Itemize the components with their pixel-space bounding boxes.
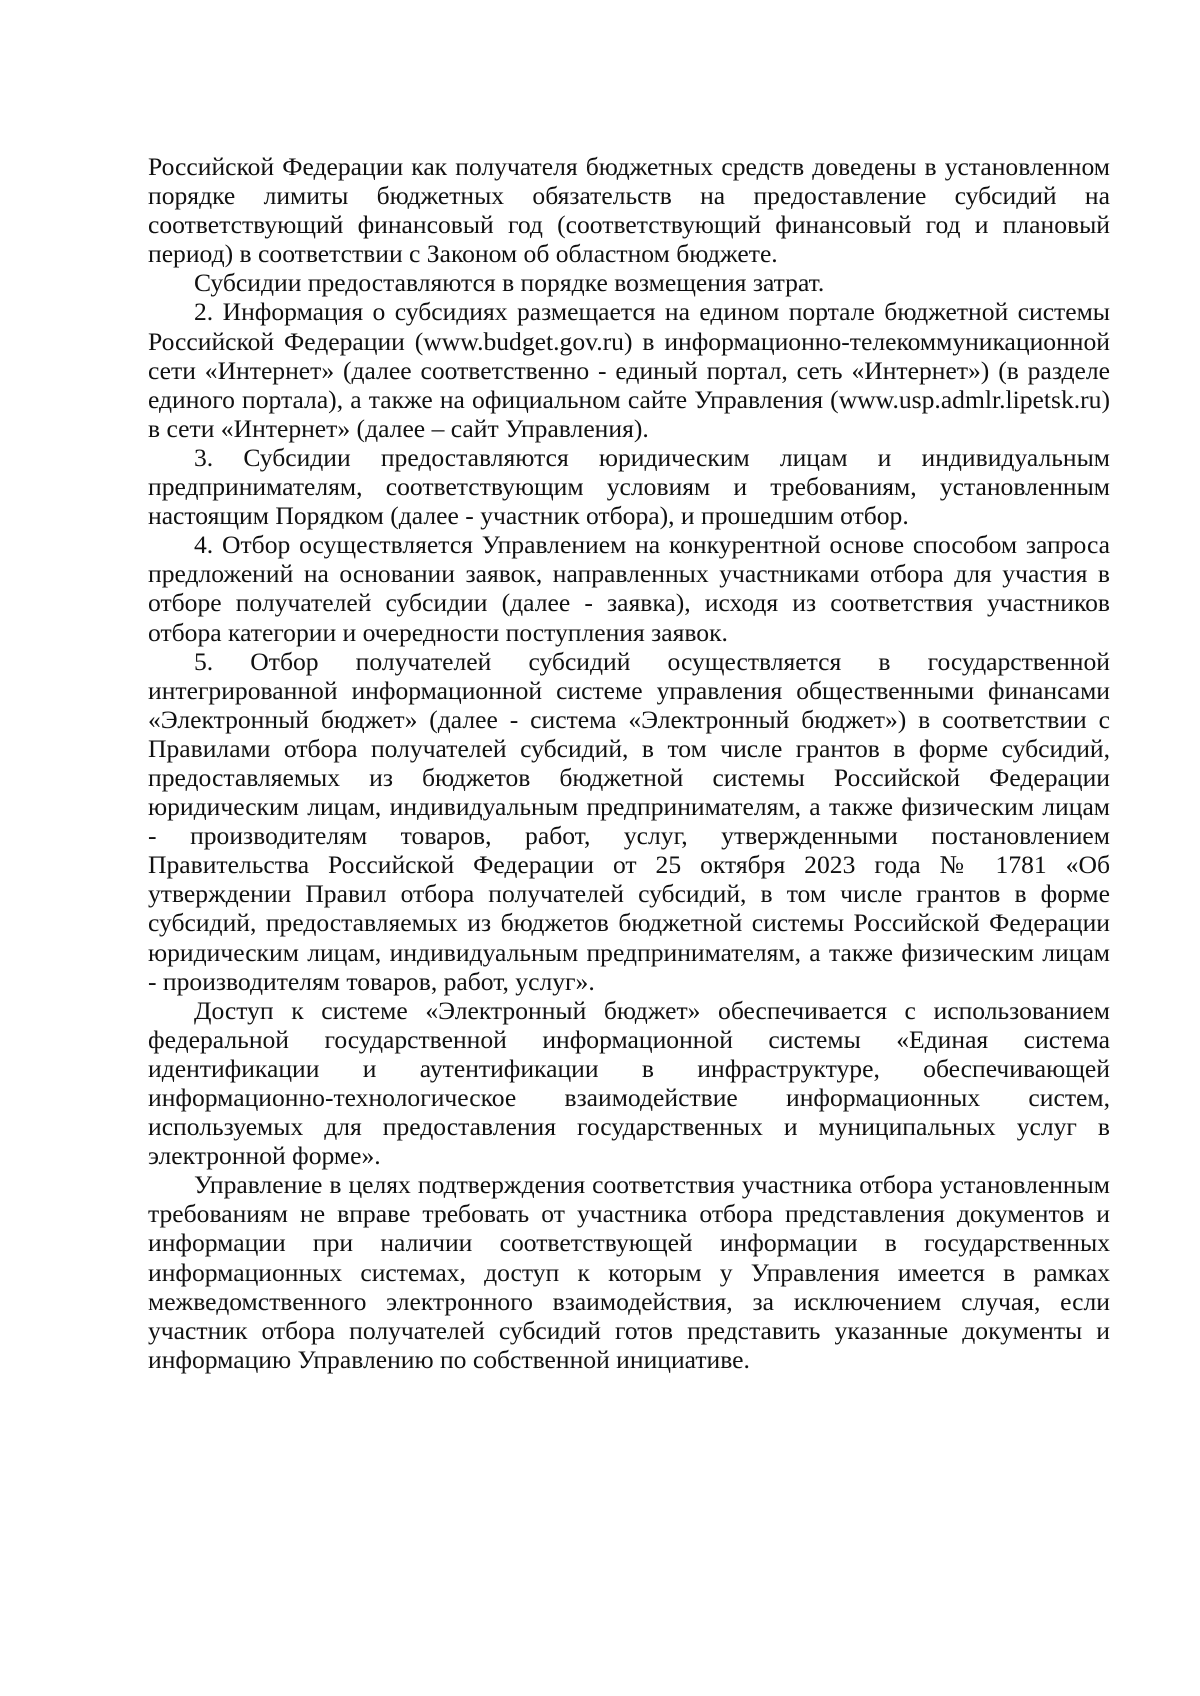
paragraph-reimbursement: Субсидии предоставляются в порядке возмещения затрат. [194,268,825,298]
paragraph-continuation: Российской Федерации как получателя бюджетных средств доведены в установленном порядке лимиты бюджетных обязательств на предоставление субсидий на соответствующий финансовый год (соответствующий финансовый год и плановый период) в соответствии с Законом об областном бюджете. [148,152,1110,269]
paragraph-management: Управление в целях подтверждения соответствия участника отбора установленным требованиям не вправе требовать от участника отбора представления документов и информации при наличии соответствующей информации в государственных информационных системах, доступ к которым у Управления имеется в рамках межведомственного электронного взаимодействия, за исключением случая, если участник отбора получателей субсидий готов представить указанные документы и информацию Управлению по собственной инициативе. [148,1170,1110,1374]
paragraph-access: Доступ к системе «Электронный бюджет» обеспечивается с использованием федеральной государственной информационной системы «Единая система идентификации и аутентификации в инфраструктуре, обеспечивающей информационно-технологическое взаимодействие информационных систем, используемых для предоставления государственных и муниципальных услуг в электронной форме». [148,995,1110,1171]
paragraph-item-3: 3. Субсидии предоставляются юридическим лицам и индивидуальным предпринимателям, соответствующим условиям и требованиям, установленным настоящим Порядком (далее - участник отбора), и прошедшим отбор. [148,442,1110,531]
paragraph-item-5: 5. Отбор получателей субсидий осуществляется в государственной интегрированной информационной системе управления общественными финансами «Электронный бюджет» (далее - система «Электронный бюджет») в соответствии с Правилами отбора получателей субсидий, в том числе грантов в форме субсидий, предоставляемых из бюджетов бюджетной системы Российской Федерации юридическим лицам, индивидуальным предпринимателям, а также физическим лицам - производителям товаров, работ, услуг, утвержденными постановлением Правительства Российской Федерации от 25 октября 2023 года № 1781 «Об утверждении Правил отбора получателей субсидий, в том числе грантов в форме субсидий, предоставляемых из бюджетов бюджетной системы Российской Федерации юридическим лицам, индивидуальным предпринимателям, а также физическим лицам - производителям товаров, работ, услуг». [148,646,1110,996]
document-body [148,152,1110,1374]
paragraph-item-2: 2. Информация о субсидиях размещается на едином портале бюджетной системы Российской Федерации (www.budget.gov.ru) в информационно-телекоммуникационной сети «Интернет» (далее соответственно - единый портал, сеть «Интернет») (в разделе единого портала), а также на официальном сайте Управления (www.usp.admlr.lipetsk.ru) в сети «Интернет» (далее – сайт Управления). [148,297,1110,443]
paragraph-item-4: 4. Отбор осуществляется Управлением на конкурентной основе способом запроса предложений на основании заявок, направленных участниками отбора для участия в отборе получателей субсидии (далее - заявка), исходя из соответствия участников отбора категории и очередности поступления заявок. [148,530,1110,647]
